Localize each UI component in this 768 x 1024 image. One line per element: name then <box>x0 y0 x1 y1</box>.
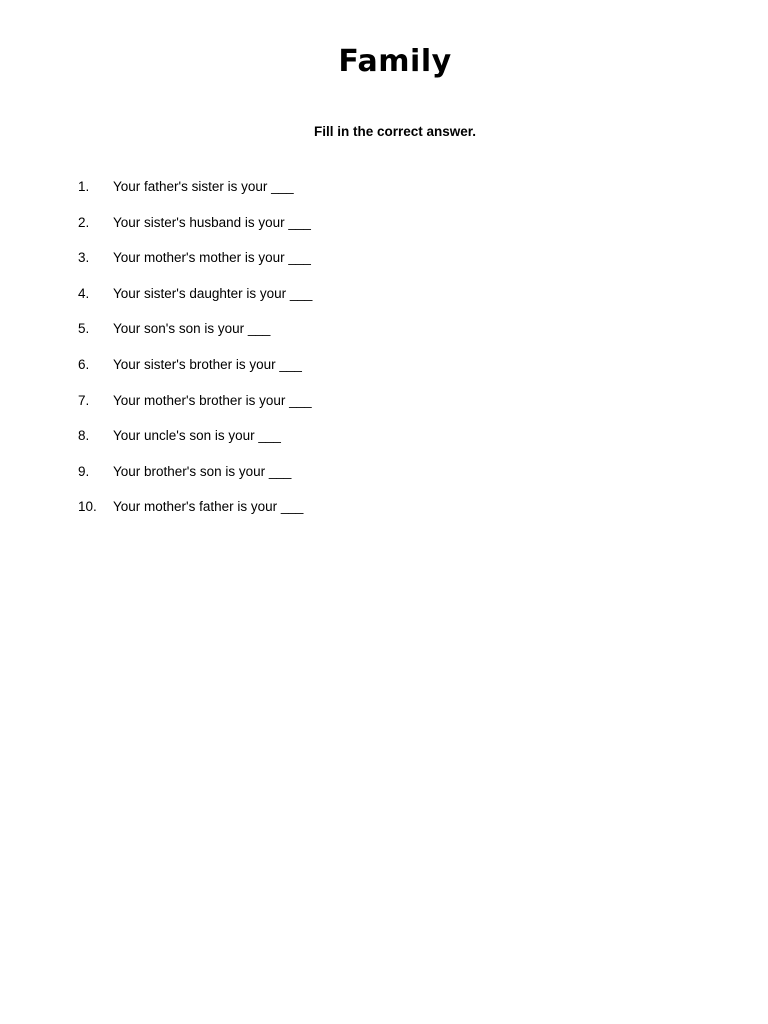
question-text: Your mother's brother is your ___ <box>113 392 312 408</box>
question-text: Your father's sister is your ___ <box>113 179 294 194</box>
question-number: 2. <box>78 214 90 230</box>
instructions: Fill in the correct answer. <box>313 124 477 139</box>
question-item <box>78 461 312 497</box>
question-number: 10. <box>78 499 97 515</box>
question-text: Your sister's brother is your ___ <box>113 356 302 372</box>
question-item <box>78 176 312 212</box>
question-list <box>78 176 312 532</box>
question-number: 6. <box>78 356 90 372</box>
question-item <box>78 212 312 248</box>
question-item <box>78 354 312 390</box>
question-item <box>78 247 312 283</box>
question-number: 1. <box>78 179 90 194</box>
question-number: 3. <box>78 250 90 266</box>
question-text: Your uncle's son is your ___ <box>113 428 281 444</box>
question-item <box>78 390 312 426</box>
question-text: Your mother's father is your ___ <box>113 499 304 515</box>
question-text: Your mother's mother is your ___ <box>113 250 311 266</box>
question-item <box>78 318 312 354</box>
question-number: 5. <box>78 321 90 337</box>
question-number: 8. <box>78 428 90 444</box>
question-item <box>78 283 312 319</box>
question-text: Your sister's daughter is your ___ <box>113 285 313 301</box>
page-title: Family <box>338 44 452 79</box>
question-number: 4. <box>78 285 90 301</box>
question-number: 9. <box>78 463 90 479</box>
question-text: Your brother's son is your ___ <box>113 463 292 479</box>
question-text: Your sister's husband is your ___ <box>113 214 311 230</box>
question-item <box>78 425 312 461</box>
question-number: 7. <box>78 392 90 408</box>
question-text: Your son's son is your ___ <box>113 321 271 337</box>
question-item <box>78 496 312 532</box>
